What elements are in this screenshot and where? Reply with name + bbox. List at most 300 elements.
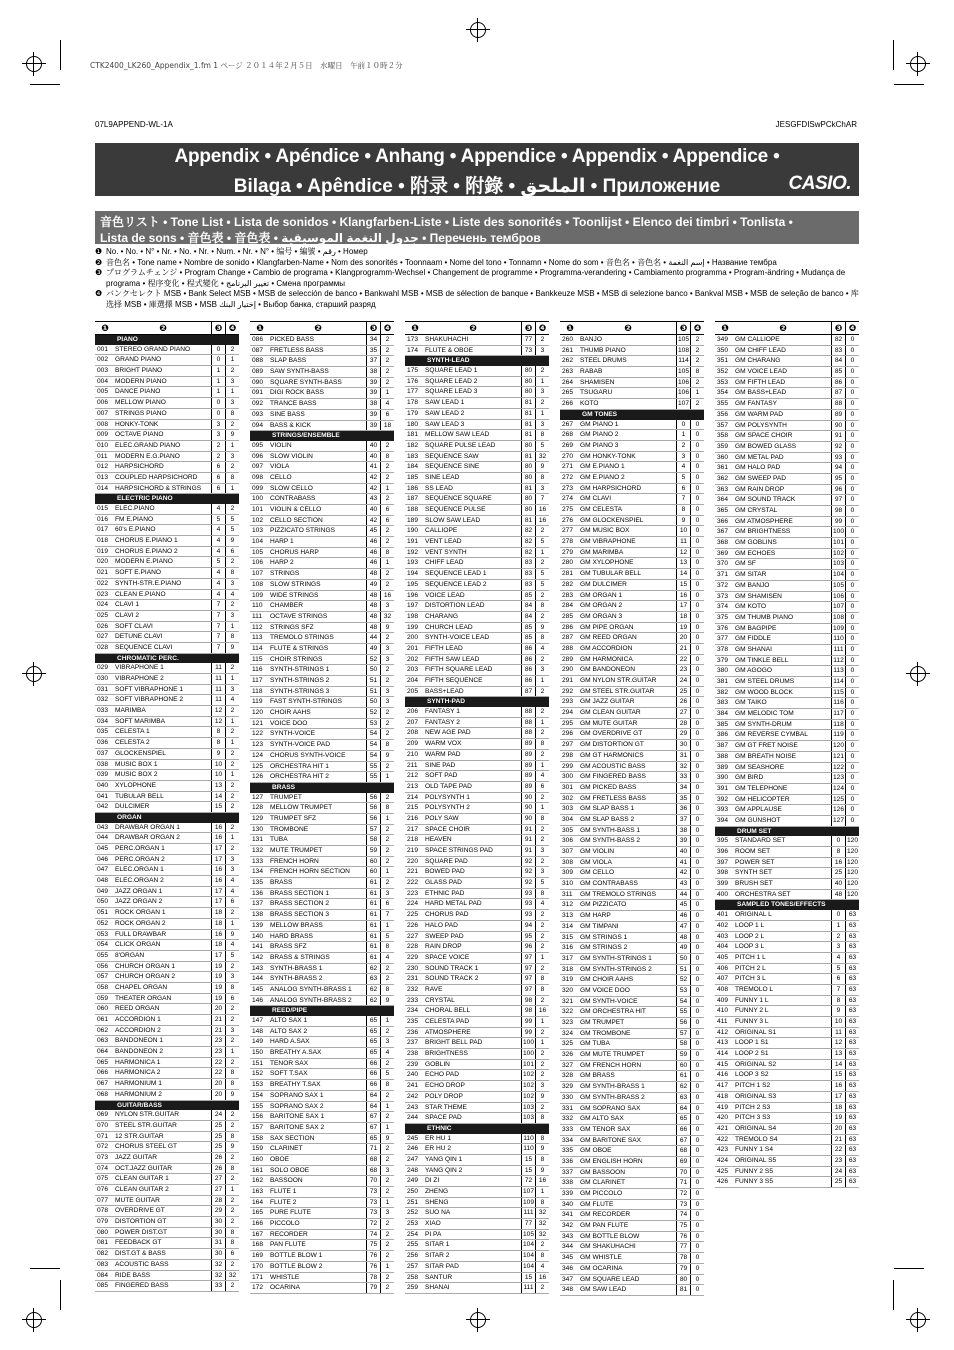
- bank-select-msb: 0: [690, 1242, 704, 1252]
- tone-row: [250, 1016, 394, 1027]
- bank-select-msb: 1: [225, 441, 239, 451]
- program-change: 81: [676, 1285, 690, 1295]
- tone-number: 356: [717, 410, 729, 418]
- program-change: 51: [366, 687, 380, 697]
- bank-select-msb: 8: [225, 473, 239, 483]
- tone-number: 310: [562, 880, 574, 888]
- tone-number: 368: [717, 539, 729, 547]
- tone-number: 318: [562, 965, 574, 973]
- tone-name: GM PIANO 2: [580, 431, 619, 439]
- tone-name: SQUARE LEAD 3: [425, 388, 478, 396]
- program-change: 114: [676, 356, 690, 366]
- program-change: 4: [211, 504, 225, 514]
- tone-name: CHAPEL ORGAN: [115, 983, 168, 991]
- program-change: 10: [211, 760, 225, 770]
- program-change: 19: [211, 983, 225, 993]
- tone-row: [560, 1232, 704, 1243]
- tone-number: 281: [562, 570, 574, 578]
- tone-row: [250, 612, 394, 623]
- tone-row: [250, 793, 394, 804]
- bank-select-msb: 2: [225, 749, 239, 759]
- tone-row: [560, 558, 704, 569]
- tone-row: [405, 1251, 549, 1262]
- program-change: 110: [521, 1144, 535, 1154]
- tone-row: [560, 591, 704, 602]
- program-change: 0: [831, 910, 845, 920]
- bank-select-msb: 2: [380, 1219, 394, 1229]
- tone-number: 316: [562, 944, 574, 952]
- tone-name: GM AGOGO: [735, 667, 773, 675]
- tone-name: VENT LEAD: [425, 538, 462, 546]
- bank-select-msb: 2: [225, 1196, 239, 1206]
- doc-code-right: JESGFDISwPCkChAR: [775, 120, 857, 129]
- program-change: 114: [831, 677, 845, 687]
- tone-name: SLOW CELLO: [270, 484, 313, 492]
- tone-number: 218: [407, 836, 419, 844]
- tone-number: 155: [252, 1102, 264, 1110]
- tone-name: GM SQUARE LEAD: [580, 1275, 640, 1283]
- bank-select-msb: 0: [690, 783, 704, 793]
- tone-row: [250, 378, 394, 389]
- tone-row: [250, 548, 394, 559]
- tone-name: GM HALO PAD: [735, 464, 781, 472]
- bank-select-msb: 0: [690, 1275, 704, 1285]
- header-cell: ❷: [779, 323, 787, 333]
- tone-name: SITAR PAD: [425, 1262, 459, 1270]
- tone-number: 157: [252, 1123, 264, 1131]
- tone-number: 171: [252, 1273, 264, 1281]
- tone-table-column-1: [95, 321, 239, 1292]
- bank-select-msb: 2: [380, 441, 394, 451]
- tone-name: FRETLESS BASS: [270, 346, 324, 354]
- tone-name: SOUND TRACK 1: [425, 964, 479, 972]
- program-change: 10: [676, 526, 690, 536]
- bank-select-msb: 63: [845, 1028, 859, 1038]
- program-change: 85: [831, 367, 845, 377]
- tone-number: 335: [562, 1147, 574, 1155]
- program-change: 82: [521, 537, 535, 547]
- tone-number: 327: [562, 1061, 574, 1069]
- bank-select-msb: 0: [845, 335, 859, 345]
- tone-number: 182: [407, 441, 419, 449]
- tone-name: ER HU 2: [425, 1145, 452, 1153]
- tone-number: 012: [97, 463, 109, 471]
- tone-row: [560, 1007, 704, 1018]
- program-change: 86: [521, 665, 535, 675]
- tone-name: SOFT MARIMBA: [115, 717, 166, 725]
- tone-row: [405, 580, 549, 591]
- tone-row: [560, 740, 704, 751]
- tone-number: 164: [252, 1198, 264, 1206]
- tone-row: [715, 910, 859, 921]
- tone-row: [250, 867, 394, 878]
- tone-name: ORIGINAL S5: [735, 1156, 777, 1164]
- bank-select-msb: 2: [225, 908, 239, 918]
- tone-row: [95, 1164, 239, 1175]
- bank-select-msb: 2: [535, 825, 549, 835]
- tone-row: [250, 655, 394, 666]
- tone-number: 352: [717, 368, 729, 376]
- tone-name: GM VIBRAPHONE: [580, 538, 636, 546]
- bank-select-msb: 2: [225, 962, 239, 972]
- bank-select-msb: 3: [225, 1026, 239, 1036]
- tone-row: [560, 804, 704, 815]
- tone-number: 100: [252, 495, 264, 503]
- tone-name: CHORAL BELL: [425, 1007, 471, 1015]
- bank-select-msb: 7: [535, 494, 549, 504]
- bank-select-msb: 0: [690, 1050, 704, 1060]
- program-change: 50: [366, 697, 380, 707]
- program-change: 11: [211, 695, 225, 705]
- tone-number: 115: [252, 655, 263, 663]
- program-change: 101: [522, 1060, 534, 1068]
- tone-row: [250, 857, 394, 868]
- program-change: 12: [211, 706, 225, 716]
- program-change: 104: [522, 1262, 534, 1270]
- tone-row: [95, 1026, 239, 1037]
- tone-number: 250: [407, 1188, 419, 1195]
- tone-row: [405, 953, 549, 964]
- tone-number: 185: [407, 473, 419, 481]
- tone-row: [250, 601, 394, 612]
- tone-number: 186: [407, 484, 419, 492]
- tone-name: SEQUENCE LEAD 2: [425, 580, 487, 588]
- tone-name: CHORUS STEEL GT: [115, 1143, 178, 1151]
- tone-name: ORIGINAL S1: [735, 1028, 777, 1036]
- program-change: 43: [676, 879, 690, 889]
- tone-number: 052: [97, 919, 109, 927]
- tone-name: SQUARE LEAD 2: [425, 377, 478, 385]
- bank-select-msb: 3: [535, 846, 549, 856]
- tone-name: SAW LEAD 1: [425, 399, 465, 407]
- program-change: 111: [831, 645, 845, 655]
- bank-select-msb: 2: [380, 878, 394, 888]
- tone-name: VIOLIN & CELLO: [270, 506, 322, 513]
- bank-select-msb: 63: [845, 1038, 859, 1048]
- tone-number: 254: [407, 1230, 419, 1238]
- tone-row: [405, 803, 549, 814]
- tone-name: GM TAIKO: [735, 699, 767, 707]
- tone-name: CLICK ORGAN: [115, 941, 161, 949]
- tone-row: [560, 1114, 704, 1125]
- tone-name: PERC.ORGAN 1: [115, 845, 165, 852]
- tone-number: 038: [97, 760, 109, 768]
- tone-row: [95, 685, 239, 696]
- program-change: 16: [211, 865, 225, 875]
- bank-select-msb: 1: [380, 1262, 394, 1272]
- program-change: 40: [366, 452, 380, 462]
- bank-select-msb: 63: [845, 964, 859, 974]
- program-change: 110: [831, 634, 845, 644]
- program-change: 71: [366, 1144, 380, 1154]
- tone-number: 426: [717, 1178, 729, 1186]
- tone-name: SYNTH-STR.E.PIANO: [115, 579, 182, 587]
- tone-number: 269: [562, 441, 574, 449]
- tone-number: 239: [407, 1060, 419, 1068]
- tone-number: 251: [407, 1198, 419, 1206]
- tone-row: [95, 706, 239, 717]
- bank-select-msb: 1: [225, 387, 239, 397]
- tone-number: 323: [562, 1019, 574, 1026]
- tone-number: 167: [252, 1230, 264, 1238]
- program-change: 88: [521, 707, 535, 717]
- tone-number: 330: [562, 1093, 574, 1101]
- tone-number: 395: [717, 837, 729, 845]
- bank-select-msb: 3: [380, 1166, 394, 1176]
- program-change: 3: [831, 942, 845, 952]
- bank-select-msb: 2: [535, 526, 549, 536]
- tone-name: GM BOWED GLASS: [735, 442, 797, 450]
- program-change: 25: [211, 1132, 225, 1142]
- bank-select-msb: 0: [845, 410, 859, 420]
- tone-name: SOFT VIBRAPHONE 2: [115, 696, 184, 704]
- tone-row: [715, 953, 859, 964]
- tone-name: VOICE DOO: [270, 719, 308, 727]
- program-change: 70: [366, 1176, 380, 1186]
- program-change: 119: [831, 730, 845, 740]
- program-change: 4: [211, 590, 225, 600]
- tone-row: [560, 494, 704, 505]
- tone-number: 083: [97, 1260, 109, 1268]
- tone-number: 091: [252, 389, 264, 397]
- bank-select-msb: 32: [535, 1219, 549, 1229]
- tone-row: [95, 844, 239, 855]
- tone-name: GM STRINGS 1: [580, 933, 628, 941]
- bank-select-msb: 4: [535, 771, 549, 781]
- program-change: 26: [211, 1164, 225, 1174]
- program-change: 89: [521, 750, 535, 760]
- bank-select-msb: 8: [535, 1134, 549, 1144]
- tone-row: [95, 579, 239, 590]
- tone-number: 074: [97, 1164, 109, 1172]
- tone-number: 322: [562, 1008, 574, 1016]
- tone-name: GM TIMPANI: [580, 922, 619, 930]
- tone-name: DIGI ROCK BASS: [270, 389, 324, 397]
- program-change: 49: [676, 943, 690, 953]
- tone-row: [715, 1092, 859, 1103]
- program-change: 4: [211, 568, 225, 578]
- tone-number: 398: [717, 869, 729, 877]
- tone-name: HARMONICA 1: [115, 1058, 161, 1066]
- tone-row: [715, 656, 859, 667]
- tone-row: [250, 1048, 394, 1059]
- tone-number: 177: [407, 388, 419, 396]
- program-change: 108: [677, 346, 689, 354]
- tone-row: [560, 1285, 704, 1296]
- tone-row: [95, 855, 239, 866]
- tone-name: SHAKUHACHI: [425, 336, 469, 343]
- bank-select-msb: 63: [845, 1006, 859, 1016]
- tone-row: [560, 1189, 704, 1200]
- bank-select-msb: 0: [845, 741, 859, 751]
- tone-row: [250, 1059, 394, 1070]
- program-change: 38: [366, 367, 380, 377]
- tone-number: 062: [97, 1026, 109, 1034]
- bank-select-msb: 0: [690, 1029, 704, 1039]
- tone-name: WARM VOX: [425, 740, 462, 748]
- tone-number: 380: [717, 667, 729, 675]
- bank-select-msb: 0: [845, 463, 859, 473]
- tone-number: 063: [97, 1037, 109, 1045]
- tone-name: GM SWEEP PAD: [735, 474, 787, 482]
- bank-select-msb: 2: [690, 399, 704, 409]
- bank-select-msb: 2: [225, 802, 239, 812]
- tone-number: 299: [562, 762, 574, 770]
- bank-select-msb: 0: [845, 645, 859, 655]
- bank-select-msb: 6: [225, 547, 239, 557]
- bank-select-msb: 63: [845, 1177, 859, 1187]
- tone-number: 283: [562, 591, 574, 599]
- tone-row: [405, 1103, 549, 1114]
- tone-name: MELLOW BRASS: [270, 921, 323, 929]
- tone-number: 068: [97, 1090, 109, 1098]
- tone-name: GM SYNTH-BRASS 1: [580, 1083, 645, 1091]
- tone-number: 407: [717, 975, 729, 983]
- tone-name: SPACE CHOIR: [425, 825, 470, 833]
- tone-row: [405, 1060, 549, 1071]
- tone-row: [250, 751, 394, 762]
- tone-name: GM GUNSHOT: [735, 816, 781, 824]
- tone-number: 223: [407, 889, 419, 897]
- program-change: 76: [676, 1232, 690, 1242]
- tone-number: 088: [252, 357, 264, 365]
- tone-name: SUO NA: [425, 1209, 451, 1217]
- tone-number: 309: [562, 869, 574, 877]
- bank-select-msb: 3: [225, 579, 239, 589]
- tone-number: 376: [717, 624, 729, 632]
- tone-number: 022: [97, 579, 109, 587]
- bank-select-msb: 1: [535, 409, 549, 419]
- bank-select-msb: 0: [690, 420, 704, 430]
- bank-select-msb: 0: [690, 890, 704, 900]
- program-change: 86: [521, 676, 535, 686]
- tone-number: 134: [252, 868, 264, 876]
- tone-name: WARM PAD: [425, 750, 461, 758]
- program-change: 5: [211, 515, 225, 525]
- tone-number: 371: [717, 571, 729, 579]
- tone-number: 023: [97, 590, 109, 598]
- tone-row: [715, 367, 859, 378]
- tone-name: GM HELICOPTER: [735, 795, 790, 803]
- bank-select-msb: 0: [845, 730, 859, 740]
- bank-select-msb: 0: [845, 421, 859, 431]
- tone-number: 357: [717, 421, 729, 429]
- bank-select-msb: 2: [225, 600, 239, 610]
- tone-number: 129: [252, 814, 264, 822]
- tone-row: [405, 857, 549, 868]
- tone-number: 149: [252, 1038, 264, 1046]
- tone-row: [250, 974, 394, 985]
- tone-name: DETUNE CLAVI: [115, 633, 163, 641]
- tone-number: 103: [252, 527, 264, 535]
- tone-row: [405, 644, 549, 655]
- tone-row: [405, 409, 549, 420]
- bank-select-msb: 0: [845, 581, 859, 591]
- tone-number: 412: [717, 1028, 729, 1036]
- program-change: 54: [366, 729, 380, 739]
- tone-number: 241: [407, 1082, 419, 1090]
- tone-row: [250, 1102, 394, 1113]
- program-change: 104: [522, 1241, 534, 1249]
- tone-name: ANALOG SYNTH-BRASS 1: [270, 985, 352, 993]
- tone-row: [405, 899, 549, 910]
- program-change: 56: [366, 803, 380, 813]
- program-change: 71: [676, 1178, 690, 1188]
- tone-number: 233: [407, 996, 419, 1004]
- category-header: SAMPLED TONES/EFFECTS: [715, 900, 859, 910]
- tone-row: [715, 485, 859, 496]
- tone-number: 329: [562, 1083, 574, 1091]
- tone-row: [250, 623, 394, 634]
- program-change: 39: [676, 836, 690, 846]
- program-change: 104: [832, 571, 844, 579]
- bank-select-msb: 3: [535, 484, 549, 494]
- program-change: 106: [677, 378, 689, 386]
- bank-select-msb: 0: [690, 794, 704, 804]
- tone-number: 152: [252, 1070, 264, 1078]
- tone-name: GM MUSIC BOX: [580, 527, 630, 535]
- tone-name: POWER DIST.GT: [115, 1228, 168, 1236]
- tone-name: CHOIR STRINGS: [270, 655, 323, 663]
- tone-name: GRAND PIANO: [115, 356, 162, 364]
- bank-select-msb: 0: [690, 580, 704, 590]
- tone-name: POWER SET: [735, 858, 775, 866]
- tone-number: 247: [407, 1155, 419, 1163]
- tone-row: [95, 674, 239, 685]
- program-change: 6: [211, 462, 225, 472]
- tone-name: SYNTH-STRINGS 3: [270, 687, 330, 695]
- bank-select-msb: 9: [225, 643, 239, 653]
- tone-number: 197: [407, 602, 419, 610]
- tone-number: 307: [562, 848, 574, 855]
- tone-number: 076: [97, 1186, 109, 1193]
- tone-number: 414: [717, 1050, 729, 1058]
- tone-name: GM PICKED BASS: [580, 783, 637, 791]
- tone-name: GM PIANO 1: [580, 420, 619, 428]
- bank-select-msb: 8: [535, 430, 549, 440]
- tone-row: [715, 730, 859, 741]
- tone-number: 410: [717, 1007, 729, 1015]
- tone-name: ER HU 1: [425, 1134, 452, 1142]
- tone-row: [715, 1060, 859, 1071]
- bank-select-msb: 2: [225, 823, 239, 833]
- tone-row: [250, 1144, 394, 1155]
- tone-number: 418: [717, 1092, 729, 1100]
- tone-name: STAR THEME: [425, 1103, 467, 1111]
- program-change: 95: [521, 932, 535, 942]
- bank-select-msb: 2: [535, 1060, 549, 1070]
- tone-number: 343: [562, 1232, 574, 1240]
- bank-select-msb: 4: [380, 399, 394, 409]
- tone-row: [95, 897, 239, 908]
- tone-number: 198: [407, 612, 419, 620]
- header-cell: ❶: [566, 323, 574, 333]
- bank-select-msb: 3: [225, 452, 239, 462]
- tone-name: SOFT T.SAX: [270, 1070, 308, 1078]
- bank-select-msb: 2: [535, 835, 549, 845]
- bank-select-msb: 2: [380, 537, 394, 547]
- program-change: 20: [676, 633, 690, 643]
- program-change: 17: [211, 951, 225, 961]
- bank-select-msb: 0: [845, 709, 859, 719]
- bank-select-msb: 2: [225, 1217, 239, 1227]
- program-change: 22: [831, 1145, 845, 1155]
- tone-name: GOBLIN: [425, 1060, 450, 1068]
- program-change: 11: [211, 663, 225, 673]
- tone-number: 342: [562, 1222, 574, 1230]
- tone-number: 209: [407, 740, 419, 748]
- program-change: 72: [366, 1219, 380, 1229]
